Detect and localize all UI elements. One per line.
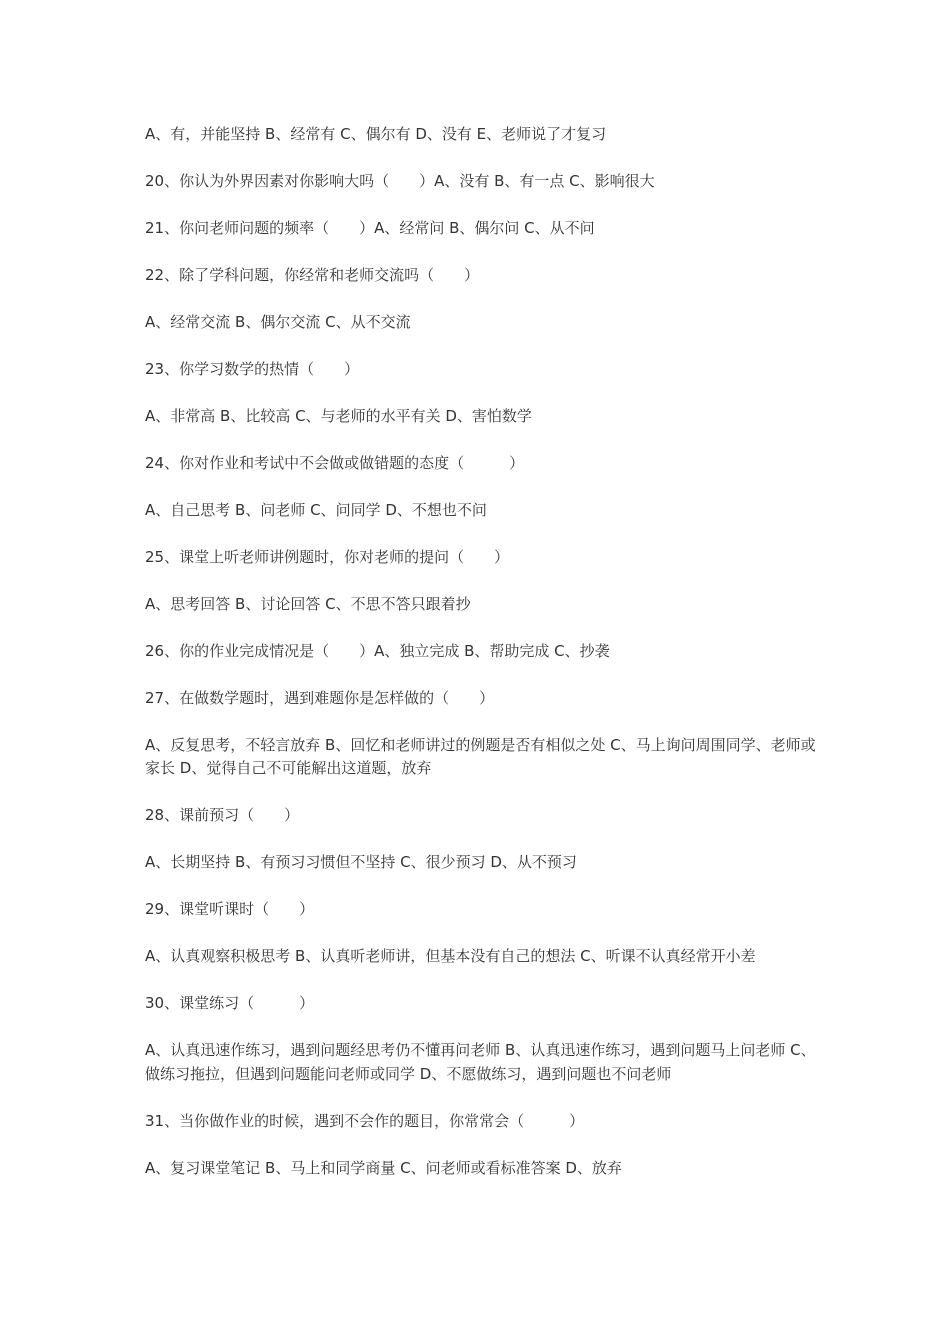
question-21: 21、你问老师问题的频率（ ）A、经常问 B、偶尔问 C、从不问 bbox=[145, 218, 595, 237]
answer-options-27: A、反复思考，不轻言放弃 B、回忆和老师讲过的例题是否有相似之处 C、马上询问周围同学、老师或家长 D、觉得自己不可能解出这道题，放弃 bbox=[145, 735, 816, 778]
answer-options-19: A、有，并能坚持 B、经常有 C、偶尔有 D、没有 E、老师说了才复习 bbox=[145, 125, 607, 143]
answer-options-23: A、非常高 B、比较高 C、与老师的水平有关 D、害怕数学 bbox=[145, 406, 532, 425]
answer-options-24: A、自己思考 B、问老师 C、问同学 D、不想也不问 bbox=[145, 500, 487, 519]
answer-options-22: A、经常交流 B、偶尔交流 C、从不交流 bbox=[145, 312, 411, 331]
answer-options-28: A、长期坚持 B、有预习习惯但不坚持 C、很少预习 D、从不预习 bbox=[145, 853, 577, 872]
answer-options-31: A、复习课堂笔记 B、马上和同学商量 C、问老师或看标准答案 D、放弃 bbox=[145, 1158, 622, 1177]
answer-options-25: A、思考回答 B、讨论回答 C、不思不答只跟着抄 bbox=[145, 594, 471, 613]
question-24: 24、你对作业和考试中不会做或做错题的态度（ ） bbox=[145, 453, 525, 472]
question-25: 25、课堂上听老师讲例题时，你对老师的提问（ ） bbox=[145, 547, 510, 566]
question-31: 31、当你做作业的时候，遇到不会作的题目，你常常会（ ） bbox=[145, 1111, 585, 1130]
answer-options-29: A、认真观察积极思考 B、认真听老师讲，但基本没有自己的想法 C、听课不认真经常开小差 bbox=[145, 947, 756, 966]
question-22: 22、除了学科问题，你经常和老师交流吗（ ） bbox=[145, 265, 480, 284]
question-20: 20、你认为外界因素对你影响大吗（ ）A、没有 B、有一点 C、影响很大 bbox=[145, 171, 655, 190]
question-23: 23、你学习数学的热情（ ） bbox=[145, 359, 360, 378]
document-body bbox=[145, 123, 817, 1204]
question-28: 28、课前预习（ ） bbox=[145, 806, 300, 825]
question-29: 29、课堂听课时（ ） bbox=[145, 900, 315, 919]
question-30: 30、课堂练习（ ） bbox=[145, 994, 315, 1013]
question-27: 27、在做数学题时，遇到难题你是怎样做的（ ） bbox=[145, 688, 495, 707]
question-26: 26、你的作业完成情况是（ ）A、独立完成 B、帮助完成 C、抄袭 bbox=[145, 641, 610, 660]
answer-options-30: A、认真迅速作练习，遇到问题经思考仍不懂再问老师 B、认真迅速作练习，遇到问题马上问老师 C、做练习拖拉，但遇到问题能问老师或同学 D、不愿做练习，遇到问题也不问老师 bbox=[145, 1041, 816, 1083]
